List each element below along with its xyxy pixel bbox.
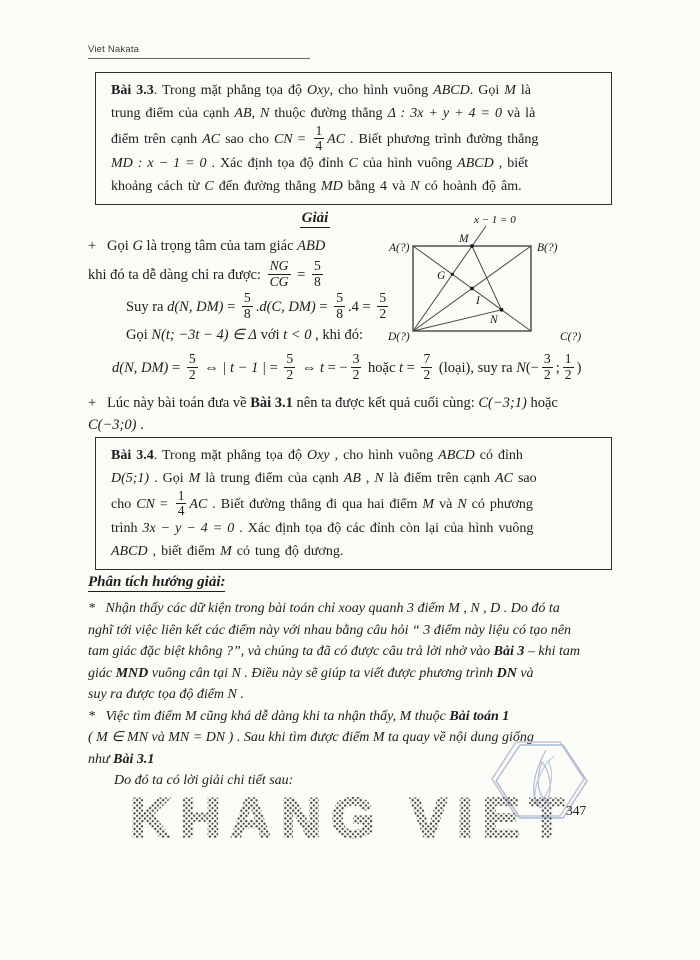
point-n-dot (500, 308, 504, 312)
problem-3-4-line: trình 3x − y − 4 = 0 . Xác định tọa độ các đỉnh còn lại của hình vuông (111, 521, 534, 536)
point-i-dot (470, 287, 474, 291)
point-m-dot (470, 244, 474, 248)
problem-3-3-line: điểm trên cạnh AC sao cho CN = $\frac{1}{4}$ AC . Biết phương trình đường thẳng (111, 123, 539, 154)
problem-3-4-line: cho CN = $\frac{1}{4}$ AC . Biết đường thẳng đi qua hai điểm M và N có phương (111, 488, 533, 519)
solution-heading-label: Giải (301, 210, 329, 226)
problem-3-4-line: Bài 3.4. Trong mặt phẳng tọa độ Oxy , cho hình vuông ABCD có đỉnh (111, 448, 523, 463)
analysis-line: như Bài 3.1 (88, 751, 155, 767)
problem-3-3-line: MD : x − 1 = 0 . Xác định tọa độ đỉnh C của hình vuông ABCD , biết (111, 156, 529, 171)
problem-3-4-line: ABCD , biết điểm M có tung độ dương. (111, 544, 344, 559)
publisher-watermark (128, 786, 576, 850)
vertex-a-label: A(?) (389, 242, 410, 254)
solution-line: Gọi N(t; −3t − 4) ∈ Δ với t < 0 , khi đó: (126, 327, 364, 343)
analysis-heading-label: Phân tích hướng giải: (88, 574, 226, 590)
analysis-line: * Nhận thấy các dữ kiện trong bài toán chỉ xoay quanh 3 điểm M , N , D . Do đó ta (88, 601, 560, 616)
solution-3-3 (88, 234, 403, 348)
diagram-lines (413, 226, 531, 331)
analysis-line: nghĩ tới việc liên kết các điểm này với nhau bằng câu hỏi “ 3 điểm này liệu có tạo nên (88, 622, 572, 638)
segment-dn (413, 310, 502, 331)
solution-math-line: d(N, DM) = $\frac{5}{2}$ ⇔ | t − 1 | = $\frac{5}{2}$ ⇔ t = − $\frac{3}{2}$ hoặc t = $\frac{7}{2}$ (loại), suy ra N(− $\frac{3}{2}$ ; $\frac{1}{2}$ ) (112, 351, 582, 383)
problem-box-3-3 (95, 72, 612, 205)
analysis-line: ( M ∈ MN và MN = DN ) . Sau khi tìm được điểm M ta quay về nội dung giống (88, 730, 534, 745)
point-m-label: M (459, 233, 469, 245)
analysis-line: giác MND vuông cân tại N . Điều này sẽ giúp ta viết được phương trình DN và (88, 665, 534, 681)
solution-conclusion-line: + Lúc này bài toán đưa về Bài 3.1 nên ta được kết quả cuối cùng: C(−3;1) hoặc (88, 395, 558, 411)
point-g-dot (451, 273, 454, 276)
solution-line: khi đó ta dễ dàng chỉ ra được: $\frac{NG}{CG}$ = $\frac{5}{8}$ (88, 258, 321, 290)
vertex-c-label: C(?) (560, 331, 582, 343)
diagram-labels (388, 214, 581, 343)
problem-3-4-line: D(5;1) . Gọi M là trung điểm của cạnh AB , N là điểm trên cạnh AC sao (111, 471, 537, 486)
solution-line: + Gọi G là trọng tâm của tam giác ABD (88, 238, 326, 254)
analysis-line: * Việc tìm điểm M cũng khá dễ dàng khi ta nhận thấy, M thuộc Bài toán 1 (88, 708, 510, 724)
watermark-label: KHANG VIET (130, 786, 570, 849)
vertex-b-label: B(?) (537, 242, 558, 254)
point-n-label: N (490, 314, 498, 326)
diagram-line-equation: x − 1 = 0 (474, 214, 516, 226)
header-author: Viet Nakata (88, 44, 310, 59)
point-g-label: G (437, 270, 446, 282)
problem-3-3-line: khoảng cách từ C đến đường thẳng MD bằng 4 và N có hoành độ âm. (111, 179, 522, 194)
problem-3-3-line: Bài 3.3. Trong mặt phẳng tọa độ Oxy, cho hình vuông ABCD. Gọi M là (111, 83, 532, 98)
analysis-line: tam giác đặc biệt không ?”, và chúng ta đã có được câu trả lời nhờ vào Bài 3 – khi tam (88, 644, 580, 659)
solution-conclusion-line: C(−3;0) . (88, 417, 144, 433)
analysis-line: suy ra được tọa độ điểm N . (88, 687, 244, 702)
vertex-d-label: D(?) (388, 331, 410, 343)
problem-3-3-line: trung điểm của cạnh AB, N thuộc đường thẳng Δ : 3x + y + 4 = 0 và là (111, 106, 536, 121)
analysis-heading (88, 574, 225, 591)
geometry-diagram (388, 209, 616, 347)
analysis-line: Do đó ta có lời giải chi tiết sau: (114, 773, 294, 788)
solution-line: Suy ra d(N, DM) = $\frac{5}{8}$ .d(C, DM) = $\frac{5}{8}$ .4 = $\frac{5}{2}$ (126, 290, 387, 322)
point-i-label: I (476, 295, 480, 307)
page-number: 347 (566, 803, 587, 818)
line-dm-extended (413, 226, 486, 331)
problem-box-3-4 (95, 437, 612, 570)
